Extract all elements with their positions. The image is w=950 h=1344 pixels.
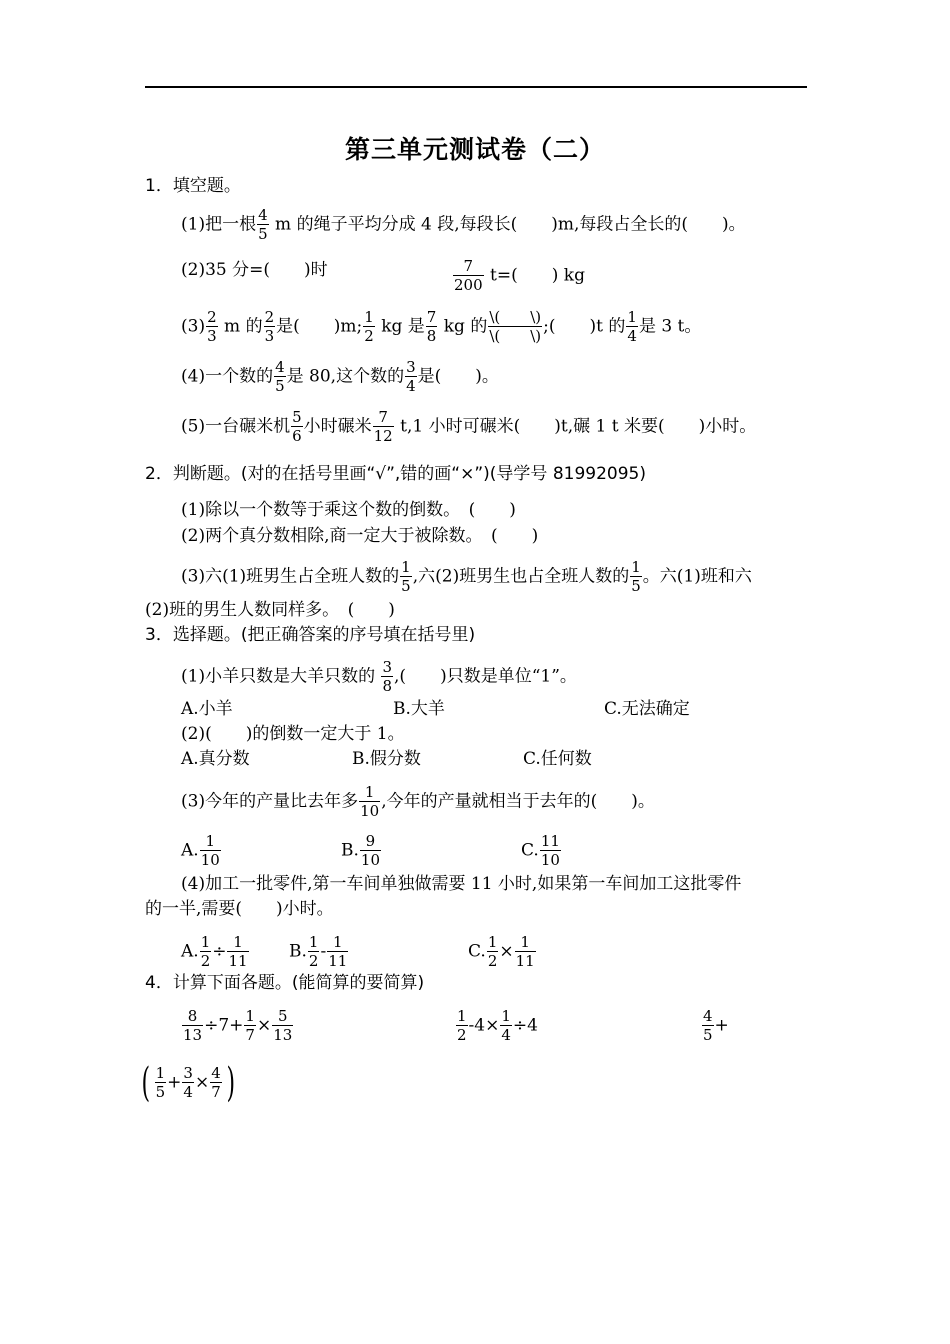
calc-expression-1: $\frac{8}{13}$ ÷7+ $\frac{1}{7}$ × $\frac{5}{13}$ (183, 1007, 293, 1044)
fraction: $\frac{2}{3}$ (264, 308, 275, 345)
fraction: $\frac{4}{5}$ (275, 358, 285, 395)
q2-1: (1)除以一个数等于乘这个数的倒数。 ( ) (181, 500, 516, 520)
q3-4-option-b: B. $\frac{1}{2}$ - $\frac{1}{11}$ (289, 933, 348, 970)
fraction: $\frac{1}{5}$ (401, 558, 411, 595)
fraction: $\frac{3}{4}$ (183, 1064, 193, 1101)
calc-expression-3-part1: $\frac{4}{5}$ + (703, 1007, 729, 1044)
fraction: $\frac{3}{4}$ (406, 358, 416, 395)
q3-1-option-b: B.大羊 (393, 699, 445, 719)
fraction: $\frac{4}{7}$ (211, 1064, 221, 1101)
q1-5: (5)一台碾米机 $\frac{5}{6}$ 小时碾米 $\frac{7}{12}$ t,1 小时可碾米( )t,碾 1 t 米要( )小时。 (181, 408, 757, 445)
fraction: $\frac{7}{200}$ (454, 257, 483, 294)
q3-2-option-a: A.真分数 (181, 749, 250, 769)
fraction: $\frac{5}{13}$ (273, 1007, 293, 1044)
fraction: $\frac{1}{4}$ (501, 1007, 511, 1044)
q3-4-cont: 的一半,需要( )小时。 (145, 899, 334, 919)
page-title: 第三单元测试卷（二） (344, 135, 605, 164)
fraction: $\frac{1}{7}$ (245, 1007, 255, 1044)
fraction: $\frac{1}{4}$ (627, 308, 637, 345)
fraction: $\frac{7}{8}$ (426, 308, 437, 345)
q3-3: (3)今年的产量比去年多 $\frac{1}{10}$ ,今年的产量就相当于去年的( )。 (181, 783, 655, 820)
q3-1: (1)小羊只数是大羊只数的 $\frac{3}{8}$ ,( )只数是单位“1”。 (181, 658, 577, 695)
fraction: $\frac{8}{13}$ (183, 1007, 203, 1044)
fraction: $\frac{1}{5}$ (155, 1064, 166, 1101)
q1-2-part1: (2)35 分=( )时 (181, 260, 328, 280)
fraction: $\frac{\backslash( \backslash)}{\backslash( \backslash)}$ (489, 308, 542, 345)
q3-4-option-a: A. $\frac{1}{2}$ ÷ $\frac{1}{11}$ (181, 933, 248, 970)
fraction: $\frac{1}{11}$ (328, 933, 348, 970)
q2-3: (3)六(1)班男生占全班人数的 $\frac{1}{5}$ ,六(2)班男生也占全班人数的 $\frac{1}{5}$ 。六(1)班和六 (181, 558, 752, 595)
fraction: $\frac{1}{10}$ (200, 832, 220, 869)
fraction: $\frac{1}{2}$ (457, 1007, 467, 1044)
section-1-heading: 1．填空题。 (145, 176, 241, 196)
fraction: $\frac{1}{2}$ (200, 933, 211, 970)
fraction: $\frac{7}{12}$ (373, 408, 393, 445)
q1-1: (1)把一根 $\frac{4}{5}$ m 的绳子平均分成 4 段,每段长( )m,每段占全长的( )。 (181, 206, 746, 243)
q1-3: (3) $\frac{2}{3}$ m 的 $\frac{2}{3}$ 是( )m; $\frac{1}{2}$ kg 是 $\frac{7}{8}$ kg 的 $\frac{\backslash( \backslash)}{\backslash( \backslash)}$ ;( )t 的 $\frac{1}{4}$ 是 3 t。 (181, 308, 702, 345)
q3-2: (2)( )的倒数一定大于 1。 (181, 724, 405, 744)
left-paren: ( (141, 1060, 151, 1106)
section-2-heading: 2．判断题。(对的在括号里画“√”,错的画“×”)(导学号 81992095) (145, 464, 646, 484)
section-4-heading: 4．计算下面各题。(能简算的要简算) (145, 973, 425, 993)
fraction: $\frac{9}{10}$ (360, 832, 380, 869)
fraction: $\frac{1}{2}$ (308, 933, 319, 970)
section-3-heading: 3．选择题。(把正确答案的序号填在括号里) (145, 625, 476, 645)
q3-4-option-c: C. $\frac{1}{2}$ × $\frac{1}{11}$ (468, 933, 535, 970)
header-rule (145, 86, 807, 88)
fraction: $\frac{4}{5}$ (703, 1007, 713, 1044)
fraction: $\frac{1}{11}$ (515, 933, 535, 970)
q1-4: (4)一个数的 $\frac{4}{5}$ 是 80,这个数的 $\frac{3}{4}$ 是( )。 (181, 358, 499, 395)
q2-2: (2)两个真分数相除,商一定大于被除数。 ( ) (181, 526, 539, 546)
q2-3-cont: (2)班的男生人数同样多。 ( ) (145, 600, 395, 620)
q3-4: (4)加工一批零件,第一车间单独做需要 11 小时,如果第一车间加工这批零件 (181, 874, 742, 894)
fraction: $\frac{11}{10}$ (540, 832, 560, 869)
calc-expression-2: $\frac{1}{2}$ -4× $\frac{1}{4}$ ÷4 (457, 1007, 538, 1044)
fraction: $\frac{1}{11}$ (228, 933, 248, 970)
fraction: $\frac{3}{8}$ (382, 658, 393, 695)
fraction: $\frac{2}{3}$ (207, 308, 217, 345)
q3-1-option-a: A.小羊 (181, 699, 233, 719)
calc-expression-3-part2: ( $\frac{1}{5}$ + $\frac{3}{4}$ × $\frac{4}{7}$ ) (141, 1060, 235, 1106)
fraction: $\frac{1}{5}$ (631, 558, 641, 595)
fraction: $\frac{4}{5}$ (258, 206, 268, 243)
fraction: $\frac{1}{2}$ (487, 933, 498, 970)
q3-3-option-b: B. $\frac{9}{10}$ (341, 832, 380, 869)
right-paren: ) (226, 1060, 235, 1106)
q3-2-option-c: C.任何数 (523, 749, 592, 769)
q3-3-option-a: A. $\frac{1}{10}$ (181, 832, 220, 869)
fraction: $\frac{5}{6}$ (292, 408, 302, 445)
q3-3-option-c: C. $\frac{11}{10}$ (521, 832, 560, 869)
fraction: $\frac{1}{10}$ (360, 783, 380, 820)
q3-2-option-b: B.假分数 (352, 749, 421, 769)
q1-2-part2: $\frac{7}{200}$ t=( ) kg (454, 257, 585, 294)
fraction: $\frac{1}{2}$ (364, 308, 374, 345)
q3-1-option-c: C.无法确定 (604, 699, 690, 719)
